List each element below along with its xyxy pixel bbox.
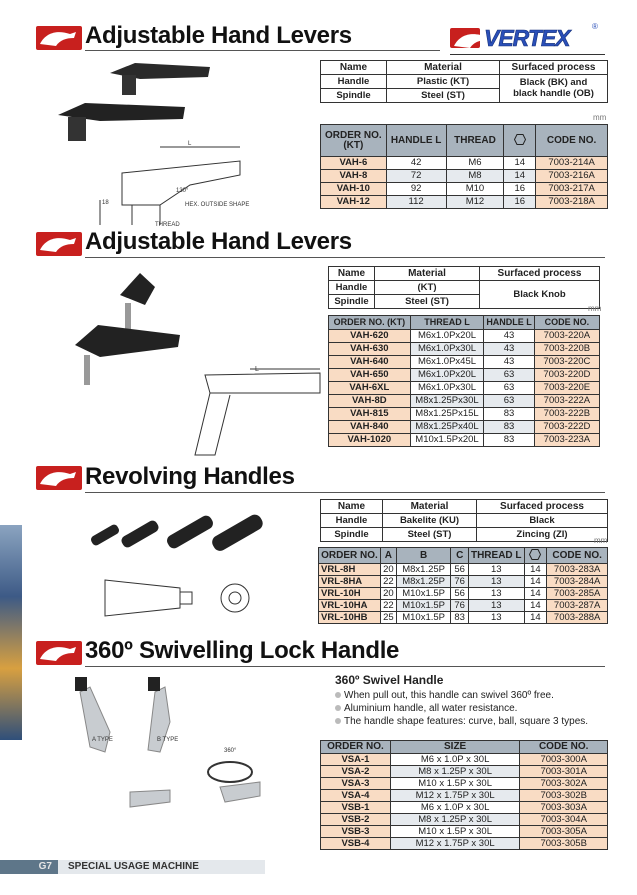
table-row [321,157,608,170]
table-cell: 7003-220A [534,330,599,343]
table-cell: M8x1.25Px40L [410,421,484,434]
table-cell: 7003-220C [534,356,599,369]
table-cell: 56 [451,564,469,576]
table-header-row [321,741,608,754]
column-header: A [380,548,396,564]
table-cell: 16 [504,196,536,209]
table-row [329,434,600,447]
table-cell: 7003-223A [534,434,599,447]
table-row [321,838,608,850]
bullet-item: The handle shape features: curve, ball, square 3 types. [335,716,588,727]
column-header: THREAD [446,125,504,157]
table-cell: 7003-218A [536,196,608,209]
column-header: HANDLE L [484,316,535,330]
eagle-logo-icon [36,232,82,256]
table-cell: M10 x 1.5P x 30L [390,778,519,790]
table-cell: VAH-6XL [329,382,411,395]
table-cell: 20 [380,588,396,600]
page-number: G7 [0,860,58,874]
table-row [329,421,600,434]
table-cell: 7003-216A [536,170,608,183]
eagle-logo-icon [36,641,82,665]
column-header [524,548,547,564]
table-row [329,343,600,356]
table-cell: 14 [524,564,547,576]
table-cell: VRL-8H [319,564,381,576]
table-cell: 7003-222A [534,395,599,408]
table-cell: 16 [504,183,536,196]
column-header: SIZE [390,741,519,754]
table-cell: VAH-1020 [329,434,411,447]
table-cell: 7003-305A [520,826,608,838]
table-cell: M6 [446,157,504,170]
table-cell: VSB-1 [321,802,391,814]
column-header [504,125,536,157]
knob-lever-illustration [70,265,330,460]
table-cell: M12 x 1.75P x 30L [390,790,519,802]
table-row [321,183,608,196]
table-cell: 13 [468,612,524,624]
table-header-row [319,548,608,564]
hand-lever-illustration [40,55,310,225]
table-cell: M10x1.5Px20L [410,434,484,447]
table-cell: 43 [484,343,535,356]
table-cell: M10x1.5P [396,612,451,624]
divider [85,666,605,667]
table-cell: M6x1.0Px30L [410,382,484,395]
divider [450,54,605,55]
table-cell: 92 [386,183,446,196]
order-table [328,315,600,447]
table-cell: VAH-8D [329,395,411,408]
table-row [329,330,600,343]
table-header-row [329,316,600,330]
table-cell: 7003-288A [547,612,608,624]
table-cell: 76 [451,600,469,612]
section-title: Adjustable Hand Levers [85,228,352,255]
table-cell: 43 [484,330,535,343]
table-cell: M6x1.0Px45L [410,356,484,369]
vertex-logo: VERTEX ® [450,26,600,50]
table-cell: M6x1.0Px30L [410,343,484,356]
bullet-icon [335,705,341,711]
table-row [321,802,608,814]
table-cell: M8x1.25Px30L [410,395,484,408]
table-cell: 14 [504,157,536,170]
table-cell: M6 x 1.0P x 30L [390,754,519,766]
table-cell: M8 x 1.25P x 30L [390,766,519,778]
divider [85,50,440,51]
table-cell: VSA-4 [321,790,391,802]
table-cell: VRL-10HB [319,612,381,624]
table-cell: 14 [524,588,547,600]
table-cell: 83 [484,434,535,447]
table-cell: 13 [468,588,524,600]
table-cell: 63 [484,382,535,395]
table-row [321,196,608,209]
page-footer [0,860,265,874]
table-cell: 7003-222D [534,421,599,434]
table-cell: 7003-214A [536,157,608,170]
table-cell: 22 [380,600,396,612]
table-cell: 13 [468,600,524,612]
eagle-logo-icon [450,28,480,48]
table-header-row [321,125,608,157]
table-cell: 7003-303A [520,802,608,814]
column-header: ORDER NO. (KT) [329,316,411,330]
material-table: Name Material Surfaced process Handle (KT) Black Knob Spindle Steel (ST) [328,266,600,309]
table-row [319,564,608,576]
table-cell: 7003-220B [534,343,599,356]
table-cell: 25 [380,612,396,624]
table-cell: 14 [524,612,547,624]
table-row [321,766,608,778]
table-cell: M8x1.25Px15L [410,408,484,421]
table-row [321,754,608,766]
section-title: Revolving Handles [85,463,295,490]
table-cell: 20 [380,564,396,576]
table-cell: 7003-302A [520,778,608,790]
divider [85,257,605,258]
table-row [321,778,608,790]
table-cell: 7003-217A [536,183,608,196]
table-cell: 76 [451,576,469,588]
table-cell: 43 [484,356,535,369]
order-table [320,740,608,850]
bullet-icon [335,692,341,698]
column-header: HANDLE L [386,125,446,157]
section-title: Adjustable Hand Levers [85,22,352,49]
table-cell: M12 [446,196,504,209]
table-row [321,814,608,826]
table-cell: 7003-302B [520,790,608,802]
table-row [319,612,608,624]
order-table [318,547,608,624]
hex-icon [529,549,541,560]
table-cell: 83 [484,408,535,421]
table-cell: VSB-3 [321,826,391,838]
table-cell: 7003-220D [534,369,599,382]
table-cell: M8x1.25P [396,576,451,588]
eagle-logo-icon [36,26,82,50]
bullet-item: When pull out, this handle can swivel 360º free. [335,690,554,701]
table-row [321,170,608,183]
table-cell: VAH-10 [321,183,387,196]
table-row [329,382,600,395]
table-cell: 7003-304A [520,814,608,826]
column-header: THREAD L [410,316,484,330]
column-header: C [451,548,469,564]
order-table [320,124,608,209]
column-header: CODE NO. [536,125,608,157]
hex-icon [514,134,526,145]
table-cell: 7003-301A [520,766,608,778]
table-cell: 72 [386,170,446,183]
material-table: Name Material Surfaced process Handle Plastic (KT) Black (BK) and black handle (OB) Spindle Steel (ST) [320,60,608,103]
table-cell: 13 [468,576,524,588]
table-cell: M8x1.25P [396,564,451,576]
table-row [329,369,600,382]
footer-section: SPECIAL USAGE MACHINE [68,861,199,872]
table-cell: M10x1.5P [396,600,451,612]
side-photo-strip [0,525,22,740]
table-cell: 42 [386,157,446,170]
table-row [319,588,608,600]
table-cell: VAH-630 [329,343,411,356]
table-cell: VAH-620 [329,330,411,343]
table-cell: 83 [484,421,535,434]
table-cell: VSA-1 [321,754,391,766]
column-header: THREAD L [468,548,524,564]
table-cell: VAH-840 [329,421,411,434]
column-header: ORDER NO. [319,548,381,564]
section-title: 360º Swivelling Lock Handle [85,637,400,664]
table-cell: VAH-6 [321,157,387,170]
divider [85,492,605,493]
bullet-item: Aluminium handle, all water resistance. [335,703,517,714]
table-cell: 13 [468,564,524,576]
table-cell: VAH-815 [329,408,411,421]
table-cell: 7003-220E [534,382,599,395]
material-table: Name Material Surfaced process Handle Bakelite (KU) Black Spindle Steel (ST) Zincing (ZI) [320,499,608,542]
table-cell: 7003-285A [547,588,608,600]
table-cell: 63 [484,395,535,408]
table-cell: M6x1.0Px20L [410,369,484,382]
table-cell: M10 [446,183,504,196]
table-cell: 7003-300A [520,754,608,766]
table-cell: VRL-10HA [319,600,381,612]
table-cell: M6x1.0Px20L [410,330,484,343]
table-cell: 14 [524,600,547,612]
table-cell: M10 x 1.5P x 30L [390,826,519,838]
swivel-handle-illustration [60,672,300,857]
column-header: ORDER NO. [321,741,391,754]
column-header: CODE NO. [547,548,608,564]
table-cell: VRL-8HA [319,576,381,588]
table-cell: 14 [504,170,536,183]
table-cell: 83 [451,612,469,624]
table-cell: 7003-287A [547,600,608,612]
table-row [329,356,600,369]
subtitle: 360º Swivel Handle [335,673,444,687]
table-row [321,826,608,838]
table-cell: 112 [386,196,446,209]
table-cell: VAH-650 [329,369,411,382]
table-cell: VAH-640 [329,356,411,369]
table-cell: 7003-222B [534,408,599,421]
table-row [319,600,608,612]
column-header: ORDER NO. (KT) [321,125,387,157]
table-cell: 63 [484,369,535,382]
table-cell: M8 x 1.25P x 30L [390,814,519,826]
column-header: CODE NO. [520,741,608,754]
table-row [329,395,600,408]
table-cell: 14 [524,576,547,588]
column-header: CODE NO. [534,316,599,330]
table-cell: 22 [380,576,396,588]
table-cell: VSA-2 [321,766,391,778]
table-cell: M8 [446,170,504,183]
table-row [321,790,608,802]
revolving-handle-illustration [80,500,310,630]
bullet-icon [335,718,341,724]
table-cell: 7003-284A [547,576,608,588]
table-row [329,408,600,421]
table-cell: VAH-12 [321,196,387,209]
table-cell: 56 [451,588,469,600]
eagle-logo-icon [36,466,82,490]
table-cell: VAH-8 [321,170,387,183]
table-cell: 7003-305B [520,838,608,850]
table-cell: VSB-4 [321,838,391,850]
table-cell: VSB-2 [321,814,391,826]
table-cell: M10x1.5P [396,588,451,600]
table-cell: 7003-283A [547,564,608,576]
table-row [319,576,608,588]
column-header: B [396,548,451,564]
table-cell: VSA-3 [321,778,391,790]
table-cell: M6 x 1.0P x 30L [390,802,519,814]
table-cell: M12 x 1.75P x 30L [390,838,519,850]
table-cell: VRL-10H [319,588,381,600]
